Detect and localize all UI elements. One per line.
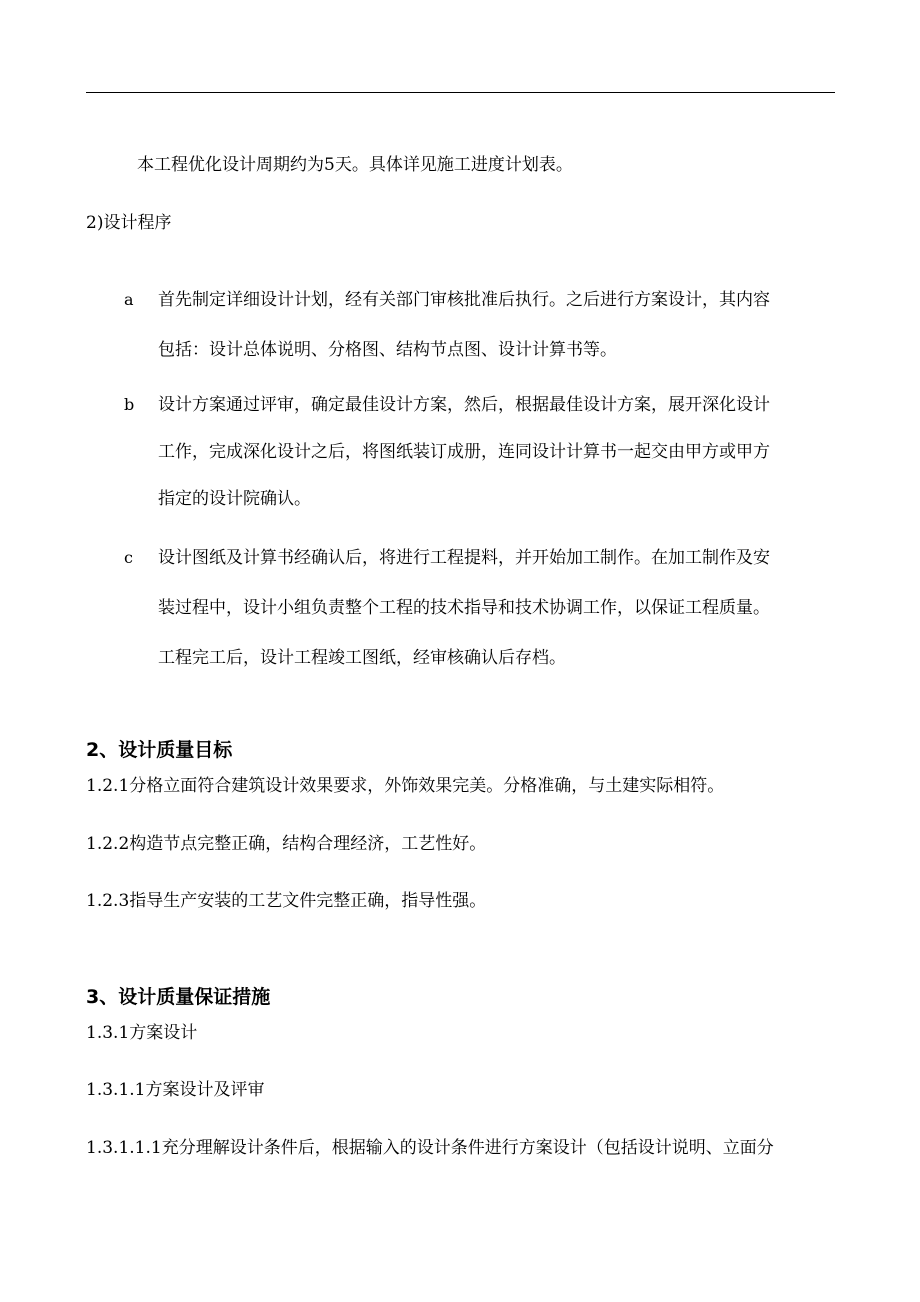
step-c-line-1: 设计图纸及计算书经确认后，将进行工程提料，并开始加工制作。在加工制作及安 bbox=[158, 548, 770, 568]
measure-item: 1.3.1方案设计 bbox=[86, 1023, 198, 1043]
step-marker-a: a bbox=[124, 290, 134, 309]
step-c-line-2: 装过程中，设计小组负责整个工程的技术指导和技术协调工作，以保证工程质量。 bbox=[158, 598, 770, 618]
step-b-line-3: 指定的设计院确认。 bbox=[158, 489, 311, 509]
header-rule bbox=[86, 92, 835, 93]
step-a-line-1: 首先制定详细设计计划，经有关部门审核批准后执行。之后进行方案设计，其内容 bbox=[158, 290, 770, 310]
quality-goal-item: 1.2.3指导生产安装的工艺文件完整正确，指导性强。 bbox=[86, 891, 487, 911]
heading-design-quality-goal: 2、设计质量目标 bbox=[86, 739, 233, 761]
measure-item: 1.3.1.1.1充分理解设计条件后，根据输入的设计条件进行方案设计（包括设计说明、立面分 bbox=[86, 1138, 774, 1158]
step-marker-b: b bbox=[124, 395, 135, 414]
step-a-line-2: 包括：设计总体说明、分格图、结构节点图、设计计算书等。 bbox=[158, 340, 617, 360]
step-a-text bbox=[158, 288, 770, 362]
quality-goal-item: 1.2.2构造节点完整正确，结构合理经济，工艺性好。 bbox=[86, 834, 487, 854]
heading-design-quality-measures: 3、设计质量保证措施 bbox=[86, 986, 271, 1008]
step-c-text bbox=[158, 546, 770, 670]
measure-item: 1.3.1.1方案设计及评审 bbox=[86, 1080, 265, 1100]
quality-goal-item: 1.2.1分格立面符合建筑设计效果要求，外饰效果完美。分格准确，与土建实际相符。 bbox=[86, 776, 725, 796]
step-c-line-3: 工程完工后，设计工程竣工图纸，经审核确认后存档。 bbox=[158, 648, 566, 668]
step-b-line-1: 设计方案通过评审，确定最佳设计方案，然后，根据最佳设计方案，展开深化设计 bbox=[158, 395, 770, 415]
intro-paragraph: 本工程优化设计周期约为5天。具体详见施工进度计划表。 bbox=[137, 155, 573, 175]
subsection-label-design-procedure: 2)设计程序 bbox=[86, 213, 172, 233]
step-marker-c: c bbox=[124, 548, 133, 567]
step-b-line-2: 工作，完成深化设计之后，将图纸装订成册，连同设计计算书一起交由甲方或甲方 bbox=[158, 442, 770, 462]
step-b-text bbox=[158, 393, 770, 511]
